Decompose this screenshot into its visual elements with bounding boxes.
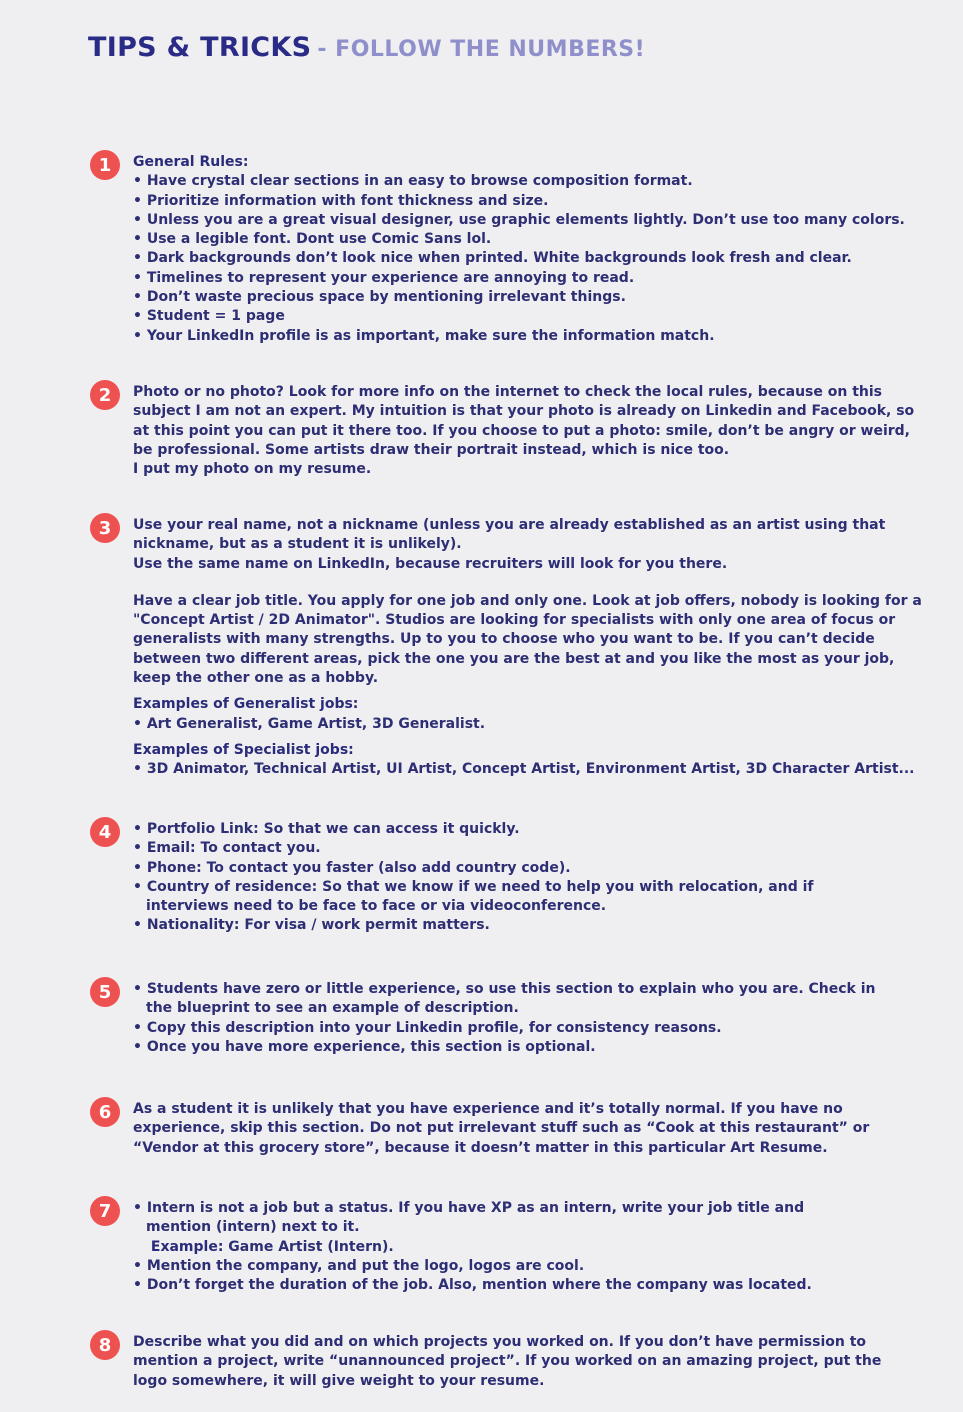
specialist-heading: Examples of Specialist jobs: <box>133 741 354 758</box>
list-item: • Email: To contact you. <box>133 839 933 858</box>
section-number-badge: 7 <box>90 1196 120 1226</box>
list-item: • Your LinkedIn profile is as important, make sure the information match. <box>133 327 933 346</box>
list-item: • Have crystal clear sections in an easy to browse composition format. <box>133 172 933 191</box>
list-item: • Mention the company, and put the logo, logos are cool. <box>133 1257 933 1276</box>
text-line: experience, skip this section. Do not put irrelevant stuff such as “Cook at this restaurant” or <box>133 1120 870 1137</box>
text-line: “Vendor at this grocery store”, because it doesn’t matter in this particular Art Resume. <box>133 1139 828 1156</box>
text-line: logo somewhere, it will give weight to your resume. <box>133 1372 545 1389</box>
list-item: • Country of residence: So that we know if we need to help you with relocation, and if interviews need to be face to face or via videoconference. <box>133 878 876 917</box>
list-item: • Don’t forget the duration of the job. Also, mention where the company was located. <box>133 1276 933 1295</box>
example-line <box>133 1238 933 1257</box>
text-line: generalists with many strengths. Up to you to choose who you want to be. If you can’t decide <box>133 631 875 648</box>
list-item: • Nationality: For visa / work permit matters. <box>133 916 933 935</box>
title-subtitle: - FOLLOW THE NUMBERS! <box>317 37 646 62</box>
example-label: Example: <box>150 1238 224 1255</box>
section-body <box>133 820 933 936</box>
list-item: • Timelines to represent your experience are annoying to read. <box>133 269 933 288</box>
page-title <box>88 32 645 63</box>
text-line: Describe what you did and on which projects you worked on. If you don’t have permission to <box>133 1334 867 1350</box>
section-body <box>133 153 933 346</box>
section-number-badge: 6 <box>90 1097 120 1127</box>
list-item: • Dark backgrounds don’t look nice when printed. White backgrounds look fresh and clear. <box>133 249 933 268</box>
list-item: • Students have zero or little experience, so use this section to explain who you are. Check in the blueprint to see an example of description. <box>133 980 881 1019</box>
example-text: Game Artist (Intern). <box>223 1238 394 1255</box>
section-number-badge: 3 <box>90 513 120 543</box>
section-body <box>133 1100 933 1158</box>
text-line: be professional. Some artists draw their portrait instead, which is nice too. <box>133 441 730 458</box>
text-line: at this point you can put it there too. If you choose to put a photo: smile, don’t be angry or weird, <box>133 422 910 439</box>
text-line: Use your real name, not a nickname (unless you are already established as an artist using that <box>133 517 886 533</box>
list-item: • Copy this description into your Linkedin profile, for consistency reasons. <box>133 1019 933 1038</box>
list-item: • Phone: To contact you faster (also add country code). <box>133 859 933 878</box>
text-line: Have a clear job title. You apply for one job and only one. Look at job offers, nobody is looking for a <box>133 592 922 609</box>
section-number-badge: 1 <box>90 150 120 180</box>
list-item: • Unless you are a great visual designer, use graphic elements lightly. Don’t use too many colors. <box>133 211 933 230</box>
list-item: • Portfolio Link: So that we can access it quickly. <box>133 820 933 839</box>
section-body <box>133 1199 933 1295</box>
section-body <box>133 980 933 1057</box>
text-line: Photo or no photo? Look for more info on the internet to check the local rules, because on this <box>133 384 882 400</box>
list-item: • Intern is not a job but a status. If you have XP as an intern, write your job title and mention (intern) next to it. <box>133 1199 856 1238</box>
text-line: "Concept Artist / 2D Animator". Studios are looking for specialists with only one area of focus or <box>133 612 896 629</box>
section-number-badge: 5 <box>90 977 120 1007</box>
list-item: • Use a legible font. Dont use Comic Sans lol. <box>133 230 933 249</box>
text-line: I put my photo on my resume. <box>133 461 372 478</box>
list-item: • Art Generalist, Game Artist, 3D Generalist. <box>133 715 933 734</box>
text-line: mention a project, write “unannounced project”. If you worked on an amazing project, put the <box>133 1353 882 1370</box>
list-item: • 3D Animator, Technical Artist, UI Artist, Concept Artist, Environment Artist, 3D Character Artist... <box>133 760 933 779</box>
text-line: nickname, but as a student it is unlikely). <box>133 536 462 553</box>
list-item: • Once you have more experience, this section is optional. <box>133 1038 933 1057</box>
text-line: Use the same name on LinkedIn, because recruiters will look for you there. <box>133 555 728 572</box>
section-number-badge: 4 <box>90 817 120 847</box>
section-number-badge: 2 <box>90 380 120 410</box>
text-line: between two different areas, pick the one you are the best at and you like the most as your job, <box>133 650 895 667</box>
text-line: As a student it is unlikely that you have experience and it’s totally normal. If you have no <box>133 1101 843 1117</box>
section-body <box>133 1333 933 1391</box>
list-item: • Don’t waste precious space by mentioning irrelevant things. <box>133 288 933 307</box>
section-number-badge: 8 <box>90 1330 120 1360</box>
section-body <box>133 516 933 780</box>
title-main: TIPS & TRICKS <box>88 32 312 63</box>
text-line: subject I am not an expert. My intuition is that your photo is already on Linkedin and Facebook, so <box>133 403 915 420</box>
section-heading: General Rules: <box>133 154 249 170</box>
text-line: keep the other one as a hobby. <box>133 670 379 687</box>
list-item: • Student = 1 page <box>133 307 933 326</box>
section-body <box>133 383 933 479</box>
list-item: • Prioritize information with font thickness and size. <box>133 192 933 211</box>
generalist-heading: Examples of Generalist jobs: <box>133 696 359 713</box>
